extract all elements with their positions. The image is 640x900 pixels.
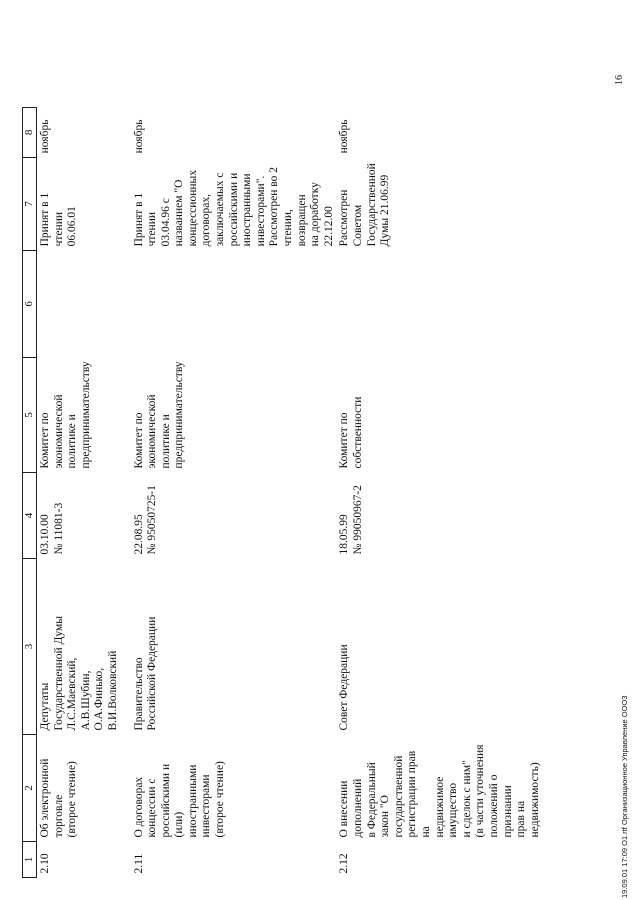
responsible-committee: Комитет по собственности: [338, 396, 364, 469]
bill-title: О договорах концессии с российскими и (или) иностранными инвесторами (второе чтение): [132, 761, 227, 838]
table-row: [37, 107, 131, 877]
bill-author: Депутаты Государственной Думы Л.С.Маевский, А.В.Шубин, О.А.Финько, В.И.Волковский: [39, 616, 119, 731]
scheduled-month: ноябрь: [39, 119, 51, 154]
registration-number: 18.05.99 № 99050967-2: [338, 485, 364, 555]
table-row: [131, 107, 337, 877]
page-number: 16: [614, 75, 625, 85]
header-cell: 5: [23, 357, 37, 472]
header-cell: 1: [23, 842, 37, 878]
header-cell: 4: [23, 473, 37, 559]
header-cell: 7: [23, 157, 37, 250]
page-footer: 19.09.01 17:09 O1.rtf Организационное Управление ООО3: [620, 695, 629, 898]
scheduled-month: ноябрь: [132, 119, 145, 154]
bill-title: О внесении дополнений в Федеральный закон "О государственной регистрации прав на недвижимое имущество и сделок с ним" (в части уточнения положений о признании прав на недвижимость): [338, 744, 541, 838]
header-cell: 2: [23, 735, 37, 842]
column-6-cell: [336, 250, 542, 357]
responsible-committee: Комитет по экономической политике и предпринимательству: [132, 361, 186, 469]
bill-status: Принят в 1 чтении 06.06.01: [39, 192, 79, 247]
bill-author: Правительство Российской Федерации: [132, 616, 159, 731]
registration-number: 03.10.00 № 11081-3: [39, 502, 65, 555]
row-number: 2.11: [132, 853, 145, 874]
header-cell: 3: [23, 559, 37, 735]
bill-table: [22, 107, 542, 878]
registration-number: 22.08.95 № 95050725-1: [132, 485, 159, 555]
column-6-cell: [37, 250, 131, 357]
bill-status: Рассмотрен Советом Государственной Думы 21.06.99: [338, 163, 392, 247]
bill-title: Об электронной торговле (второе чтение): [39, 758, 79, 838]
table-row: [336, 107, 542, 877]
table-header-row: [23, 107, 37, 877]
column-6-cell: [131, 250, 337, 357]
scheduled-month: ноябрь: [338, 119, 351, 154]
header-cell: 6: [23, 250, 37, 357]
bill-author: Совет Федерации: [338, 644, 351, 731]
row-number: 2.10: [39, 853, 51, 874]
header-cell: 8: [23, 107, 37, 157]
row-number: 2.12: [338, 853, 351, 874]
responsible-committee: Комитет по экономической политике и предпринимательству: [39, 361, 92, 469]
bill-status: Принят в 1 чтении 03.04.96 с названием "О концессионных договорах, заключаемых с российскими и иностранными инвесторами". Рассмотрен во 2 чтении, возвращен на доработку 22.12.00: [132, 167, 335, 247]
